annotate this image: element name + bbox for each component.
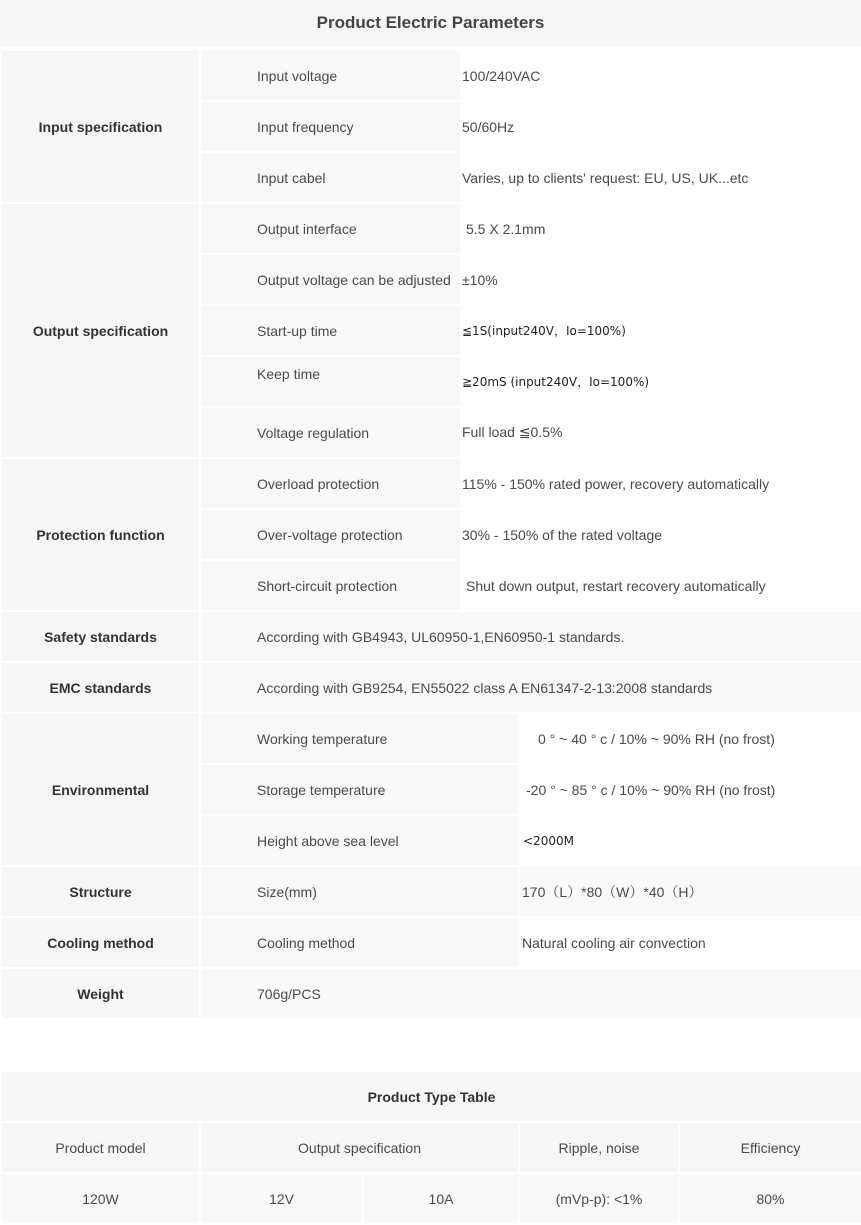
param-name: Size(mm): [200, 866, 519, 917]
category-emc: EMC standards: [1, 662, 200, 713]
page-title: Product Electric Parameters: [316, 13, 545, 32]
param-value: ≧20mS (input240V，Io=100%): [461, 356, 861, 407]
voltage-cell: 12V: [200, 1173, 363, 1224]
param-value: -20 ° ~ 85 ° c / 10% ~ 90% RH (no frost): [519, 764, 861, 815]
param-value: Full load ≦0.5%: [461, 407, 861, 458]
param-name: Voltage regulation: [200, 407, 461, 458]
column-header: Efficiency: [679, 1122, 861, 1173]
param-value: <2000M: [519, 815, 861, 866]
param-name: Keep time: [200, 356, 461, 407]
category-structure: Structure: [1, 866, 200, 917]
table-row: [1, 866, 861, 917]
param-name: Over-voltage protection: [200, 509, 461, 560]
column-header: Output specification: [200, 1122, 519, 1173]
param-name: Working temperature: [200, 713, 519, 764]
param-value: 30% - 150% of the rated voltage: [461, 509, 861, 560]
table-row: [1, 50, 861, 101]
param-value: 0 ° ~ 40 ° c / 10% ~ 90% RH (no frost): [519, 713, 861, 764]
table-row: [1, 203, 861, 254]
table-row: [1, 1173, 861, 1224]
param-value: Varies, up to clients' request: EU, US, UK...etc: [461, 152, 861, 203]
current-cell: 10A: [363, 1173, 519, 1224]
category-input: Input specification: [1, 50, 200, 203]
params-title-bar: [0, 0, 861, 48]
param-name: Output interface: [200, 203, 461, 254]
column-header: Product model: [1, 1122, 200, 1173]
table-row: [1, 968, 861, 1019]
param-value: 115% - 150% rated power, recovery automatically: [461, 458, 861, 509]
param-value: ±10%: [461, 254, 861, 305]
param-name: Short-circuit protection: [200, 560, 461, 611]
param-name: Input cabel: [200, 152, 461, 203]
param-name: Height above sea level: [200, 815, 519, 866]
param-name: Storage temperature: [200, 764, 519, 815]
category-environmental: Environmental: [1, 713, 200, 866]
category-weight: Weight: [1, 968, 200, 1019]
category-protection: Protection function: [1, 458, 200, 611]
efficiency-cell: 80%: [679, 1173, 861, 1224]
category-cooling: Cooling method: [1, 917, 200, 968]
param-name: Overload protection: [200, 458, 461, 509]
param-value: 5.5 X 2.1mm: [461, 203, 861, 254]
param-value: According with GB9254, EN55022 class A EN61347-2-13:2008 standards: [200, 662, 861, 713]
param-name: Start-up time: [200, 305, 461, 356]
param-value: ≦1S(input240V，Io=100%): [461, 305, 861, 356]
ripple-cell: (mVp-p): <1%: [519, 1173, 679, 1224]
param-value: 50/60Hz: [461, 101, 861, 152]
product-type-table: [0, 1070, 861, 1225]
column-header: Ripple, noise: [519, 1122, 679, 1173]
param-name: Input frequency: [200, 101, 461, 152]
category-safety: Safety standards: [1, 611, 200, 662]
param-value: Natural cooling air convection: [519, 917, 861, 968]
param-name: Input voltage: [200, 50, 461, 101]
param-value: 706g/PCS: [200, 968, 861, 1019]
param-value: 170（L）*80（W）*40（H）: [519, 866, 861, 917]
param-value: Shut down output, restart recovery automatically: [461, 560, 861, 611]
table-row: [1, 458, 861, 509]
table-row: [1, 662, 861, 713]
param-name: Output voltage can be adjusted: [200, 254, 461, 305]
electric-parameters-table: [0, 49, 861, 1020]
param-value: According with GB4943, UL60950-1,EN60950-1 standards.: [200, 611, 861, 662]
param-value: 100/240VAC: [461, 50, 861, 101]
type-table-title: Product Type Table: [1, 1071, 861, 1122]
table-row: [1, 1071, 861, 1122]
param-name: Cooling method: [200, 917, 519, 968]
table-row: [1, 713, 861, 764]
model-cell: 120W: [1, 1173, 200, 1224]
table-row: [1, 917, 861, 968]
table-row: [1, 611, 861, 662]
table-header-row: [1, 1122, 861, 1173]
section-spacer: [0, 1018, 861, 1070]
category-output: Output specification: [1, 203, 200, 458]
